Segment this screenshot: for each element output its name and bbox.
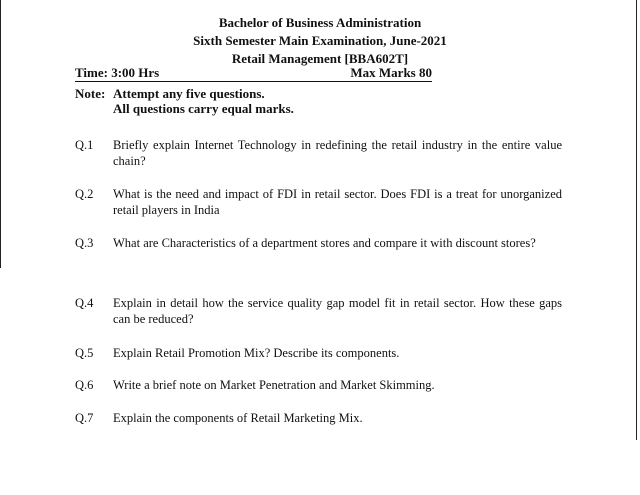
question-text: Explain the components of Retail Marketing Mix. bbox=[113, 411, 363, 425]
question-text: What is the need and impact of FDI in retail sector. Does FDI is a treat for unorganized retail players in India bbox=[113, 187, 562, 217]
note-line-1: Attempt any five questions. bbox=[113, 86, 265, 101]
question-text: Explain in detail how the service quality gap model fit in retail sector. How these gaps can be reduced? bbox=[113, 296, 562, 326]
question-number: Q.5 bbox=[75, 346, 94, 360]
degree-title: Bachelor of Business Administration bbox=[218, 15, 422, 30]
question-number: Q.2 bbox=[75, 187, 94, 201]
question-text: Explain Retail Promotion Mix? Describe its components. bbox=[113, 346, 400, 360]
note-line-2: All questions carry equal marks. bbox=[113, 101, 294, 116]
time-marks-row bbox=[75, 65, 432, 82]
question-text: Write a brief note on Market Penetration and Market Skimming. bbox=[113, 378, 435, 392]
question-number: Q.7 bbox=[75, 411, 94, 425]
question-number: Q.1 bbox=[75, 138, 94, 152]
note-label: Note: bbox=[75, 86, 106, 101]
question-text: Briefly explain Internet Technology in redefining the retail industry in the entire value chain? bbox=[113, 138, 562, 168]
question-text: What are Characteristics of a department stores and compare it with discount stores? bbox=[113, 236, 536, 250]
question-number: Q.6 bbox=[75, 378, 94, 392]
exam-header bbox=[0, 14, 640, 68]
max-marks: Max Marks 80 bbox=[350, 65, 432, 80]
time-duration: Time: 3:00 Hrs bbox=[75, 65, 160, 80]
question-number: Q.4 bbox=[75, 296, 94, 310]
question-number: Q.3 bbox=[75, 236, 94, 250]
subject-title: Retail Management [BBA602T] bbox=[231, 51, 409, 66]
exam-title: Sixth Semester Main Examination, June-2021 bbox=[193, 33, 447, 48]
